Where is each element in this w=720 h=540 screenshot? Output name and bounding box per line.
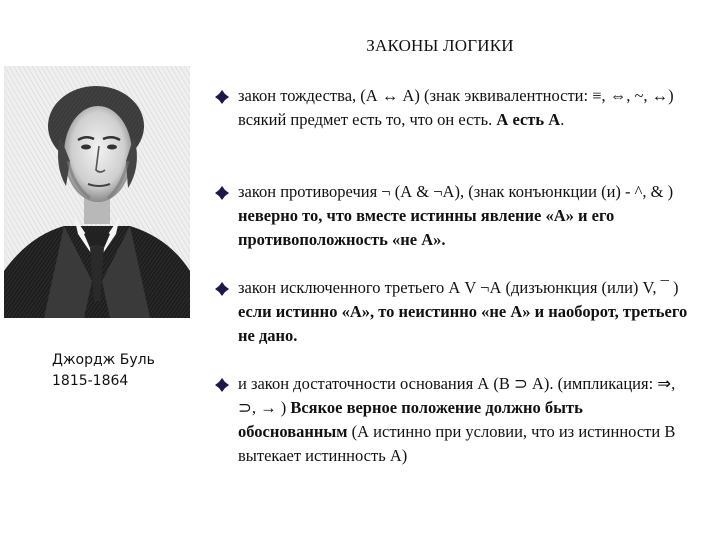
- diamond-bullet-icon: [214, 377, 230, 393]
- diamond-bullet-icon: [214, 281, 230, 297]
- law-contradiction-bold: неверно то, что вместе истинны явление «А» и его противоположность «не А».: [238, 206, 615, 249]
- law-contradiction: [214, 180, 694, 252]
- diamond-bullet-icon: [214, 185, 230, 201]
- law-excluded-middle-text: закон исключенного третьего А V ¬А (дизъюнкция (или) V, ¯ ): [238, 278, 679, 297]
- portrait-caption: [52, 350, 155, 392]
- law-excluded-middle: [214, 276, 694, 348]
- law-identity-bold: А есть А: [496, 110, 561, 129]
- caption-name: Джордж Буль: [52, 352, 155, 368]
- page-title: ЗАКОНЫ ЛОГИКИ: [366, 36, 514, 55]
- law-contradiction-text: закон противоречия ¬ (А & ¬А), (знак конъюнкции (и) - ^, & ): [238, 182, 674, 201]
- portrait-engraving: [4, 66, 190, 318]
- law-identity-tail: .: [560, 110, 565, 129]
- law-identity: [214, 84, 694, 132]
- law-excluded-middle-bold: если истинно «А», то неистинно «не А» и наоборот, третьего не дано.: [238, 302, 688, 345]
- portrait-image: [4, 66, 190, 318]
- diamond-bullet-icon: [214, 89, 230, 105]
- law-sufficient-reason-tail: (А истинно при условии, что из истинности В вытекает истинность А): [238, 422, 676, 465]
- law-sufficient-reason-bold: Всякое верное положение должно быть обоснованным: [238, 398, 583, 441]
- law-sufficient-reason: [214, 372, 694, 468]
- law-identity-text: закон тождества, (А ↔ А) (знак эквивалентности: ≡, ⇔, ~, ↔) всякий предмет есть то, что он есть.: [238, 86, 674, 129]
- law-sufficient-reason-text: и закон достаточности основания А (В ⊃ А). (импликация: ⇒, ⊃, → ): [238, 374, 676, 417]
- caption-years: 1815-1864: [52, 373, 129, 389]
